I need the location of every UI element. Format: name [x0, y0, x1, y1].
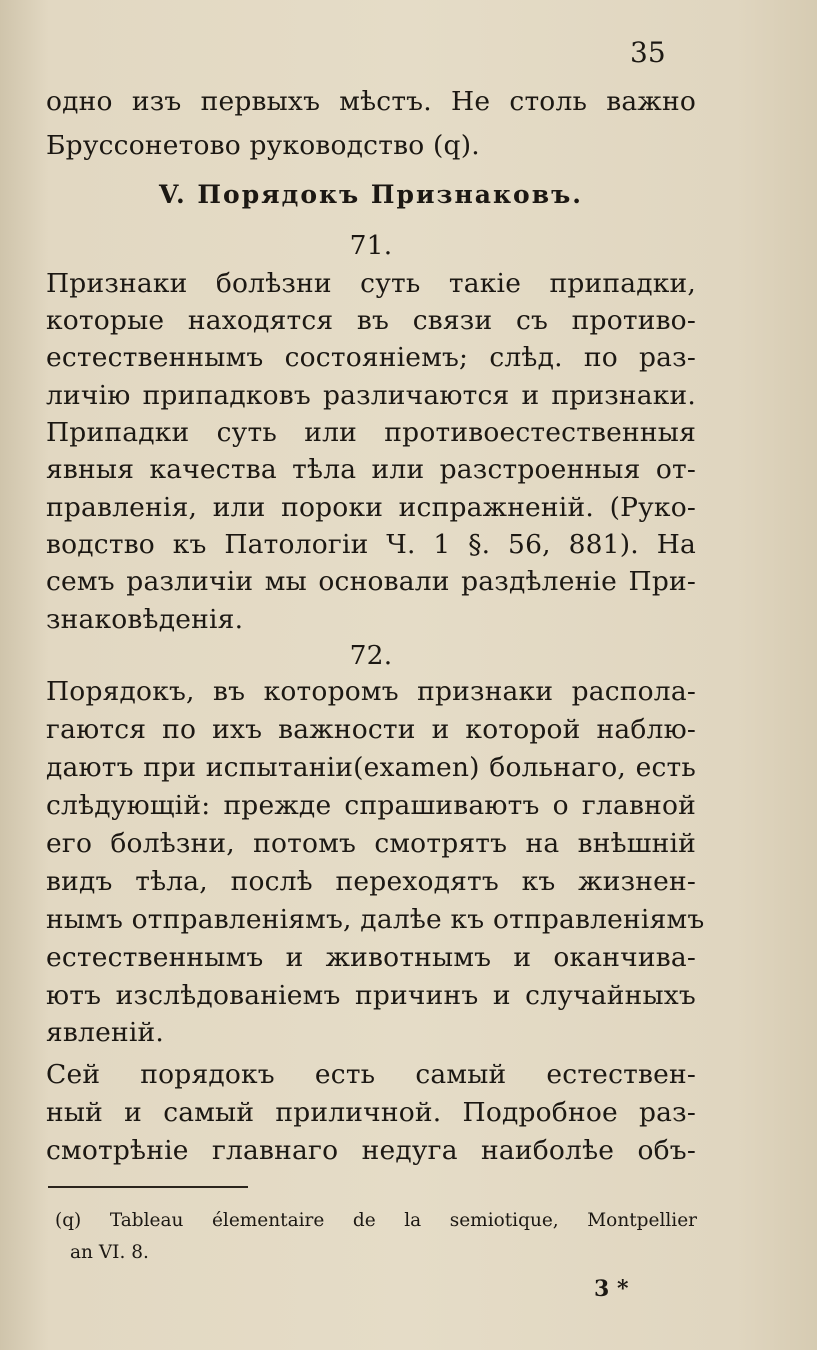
paragraph-number: 72. — [349, 640, 393, 671]
text-line: видъ тѣла, послѣ переходятъ къ жизнен- — [46, 866, 696, 897]
text-line: семъ различіи мы основали раздѣленіе При- — [46, 566, 696, 597]
text-line: ный и самый приличной. Подробное раз- — [46, 1097, 696, 1128]
text-line: Признаки болѣзни суть такіе припадки, — [46, 268, 696, 299]
footnote-line: (q) Tableau élementaire de la semiotique, Montpellier — [55, 1210, 697, 1231]
text-line: одно изъ первыхъ мѣстъ. Не столь важно — [46, 86, 696, 117]
text-line: Порядокъ, въ которомъ признаки распола- — [46, 676, 696, 707]
text-line: Бруссонетово руководство (q). — [46, 130, 480, 161]
text-line: знаковѣденія. — [46, 604, 244, 635]
footnote-line: an VI. 8. — [70, 1242, 149, 1263]
text-line: естественнымъ состояніемъ; слѣд. по раз- — [46, 342, 696, 373]
text-line: которые находятся въ связи съ противо- — [46, 305, 696, 336]
text-line: явныя качества тѣла или разстроенныя от- — [46, 454, 696, 485]
text-line: нымъ отправленіямъ, далѣе къ отправленіямъ — [46, 904, 705, 935]
paragraph-number: 71. — [349, 230, 393, 261]
text-line: его болѣзни, потомъ смотрятъ на внѣшній — [46, 828, 696, 859]
text-line: водство къ Патологіи Ч. 1 §. 56, 881). На — [46, 529, 696, 560]
page-number: 35 — [630, 36, 666, 69]
signature-mark: 3 * — [594, 1276, 629, 1302]
section-heading: V. Порядокъ Признаковъ. — [158, 180, 583, 209]
text-line: Припадки суть или противоестественныя — [46, 417, 696, 448]
text-line: Сей порядокъ есть самый естествен- — [46, 1059, 696, 1090]
text-line: явленій. — [46, 1017, 164, 1048]
text-line: даютъ при испытаніи(examen) больнаго, есть — [46, 752, 696, 783]
footnote-rule — [48, 1186, 248, 1188]
text-line: естественнымъ и животнымъ и оканчива- — [46, 942, 696, 973]
text-line: ютъ изслѣдованіемъ причинъ и случайныхъ — [46, 980, 696, 1011]
text-line: смотрѣніе главнаго недуга наиболѣе объ- — [46, 1135, 696, 1166]
text-line: правленія, или пороки испражненій. (Руко- — [46, 492, 696, 523]
text-line: гаются по ихъ важности и которой наблю- — [46, 714, 696, 745]
text-line: слѣдующій: прежде спрашиваютъ о главной — [46, 790, 696, 821]
text-line: личію припадковъ различаются и признаки. — [46, 380, 696, 411]
